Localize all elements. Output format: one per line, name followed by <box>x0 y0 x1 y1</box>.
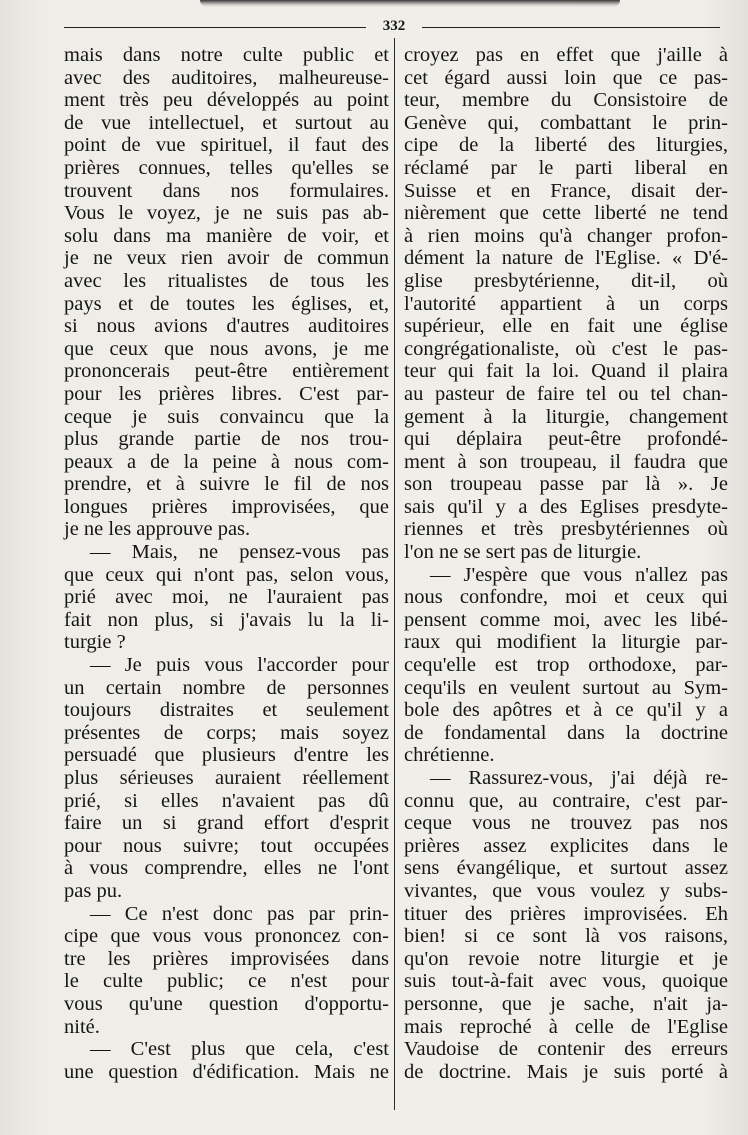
left-column-text-line: prières connues, telles qu'elles se <box>64 156 389 179</box>
right-column-text-line: raux qui modifient la liturgie par- <box>404 631 728 654</box>
right-column-text-line: qui déplaira peut-être profondé- <box>404 428 728 451</box>
left-column-text-line: nité. <box>64 1015 100 1038</box>
right-column-text-line: — Rassurez-vous, j'ai déjà re- <box>430 767 728 789</box>
left-column-text-line: solu dans ma manière de voir, et <box>64 224 389 247</box>
left-column-text-line: pour les prières libres. C'est par- <box>64 382 389 405</box>
right-column-text-line: gement à la liturgie, changement <box>404 405 728 428</box>
right-column-text-line: réclamé par le parti liberal en <box>404 156 728 179</box>
left-column-text-line: fait non plus, si j'avais lu la li- <box>64 608 389 631</box>
left-column-text-line: point de vue spirituel, il faut des <box>64 134 389 157</box>
right-column-text-line: riennes et très presbytériennes où <box>404 518 728 541</box>
right-column-text-line: teur, membre du Consistoire de <box>404 89 728 112</box>
left-column-text-line: avec des auditoires, malheureuse- <box>64 66 389 89</box>
left-column-text-line: — Mais, ne pensez-vous pas <box>90 541 389 564</box>
header-rule-left <box>64 27 366 28</box>
right-column-text-line: Vaudoise de contenir des erreurs <box>404 1038 728 1061</box>
left-column-text-line: Vous le voyez, je ne suis pas ab- <box>64 202 389 225</box>
left-column-text-line: pays et de toutes les églises, et, <box>64 292 389 315</box>
left-column-text-line: prié, si elles n'avaient pas dû <box>64 789 389 812</box>
left-column-text-line: ceque je suis convaincu que la <box>64 405 389 428</box>
right-column-text-line: supérieur, elle en fait une église <box>404 315 728 338</box>
left-column-text-line: un certain nombre de personnes <box>64 676 389 699</box>
right-column-text-line: suis tout-à-fait avec vous, quoique <box>404 970 728 993</box>
scan-smudge <box>200 0 620 7</box>
header-rule-right <box>422 27 720 28</box>
right-column-text-line: vivantes, que vous voulez y subs- <box>404 879 728 902</box>
right-column-text-line: bien! si ce sont là vos raisons, <box>404 925 728 948</box>
left-column-text-line: prié avec moi, ne l'auraient pas <box>64 586 389 609</box>
left-column-text-line: plus sérieuses auraient réellement <box>64 767 389 789</box>
left-column-text-line: peaux a de la peine à nous com- <box>64 450 389 473</box>
right-column-text-line: prières assez explicites dans le <box>404 834 728 857</box>
right-column-text-line: sens évangélique, et surtout assez <box>404 857 728 880</box>
left-column-text-line: le culte public; ce n'est pour <box>64 970 389 993</box>
left-column-text-line: je ne les approuve pas. <box>64 518 251 541</box>
column-divider <box>394 38 395 1110</box>
right-column-text-line: bole des apôtres et à ce qu'il y a <box>404 699 728 722</box>
right-column-text-line: connu que, au contraire, c'est par- <box>404 789 728 812</box>
page-header <box>64 14 720 34</box>
left-column-text-line: plus grande partie de nos trou- <box>64 428 389 451</box>
left-column-text-line: vous qu'une question d'opportu- <box>64 992 389 1015</box>
left-column-text-line: — Ce n'est donc pas par prin- <box>90 902 389 925</box>
left-column-text-line: prononcerais peut-être entièrement <box>64 360 389 383</box>
right-column-text-line: ceque vous ne trouvez pas nos <box>404 812 728 835</box>
left-column-text-line: faire un si grand effort d'esprit <box>64 812 389 835</box>
right-column-text-line: l'autorité appartient à un corps <box>404 292 728 315</box>
right-column-text-line: à rien moins qu'à changer profon- <box>404 224 728 247</box>
right-column-text-line: Suisse et en France, disait der- <box>404 179 728 202</box>
left-column-text-line: toujours distraites et seulement <box>64 699 389 722</box>
left-column-text-line: tre les prières improvisées dans <box>64 947 389 970</box>
right-column-text-line: — J'espère que vous n'allez pas <box>430 563 728 586</box>
right-column-text-line: croyez pas en effet que j'aille à <box>404 44 728 66</box>
right-column-text-line: glise presbytérienne, dit-il, où <box>404 269 728 292</box>
left-column-text-line: que ceux qui n'ont pas, selon vous, <box>64 563 389 586</box>
right-column-text-line: cequ'elle est trop orthodoxe, par- <box>404 654 728 677</box>
left-column-text-line: pour nous suivre; tout occupées <box>64 834 389 857</box>
left-column-text-line: persuadé que plusieurs d'entre les <box>64 744 389 767</box>
right-column-text-line: dément la nature de l'Eglise. « D'é- <box>404 247 728 270</box>
page-number: 332 <box>382 18 406 34</box>
right-column-text-line: cequ'ils en veulent surtout au Sym- <box>404 676 728 699</box>
right-column-text-line: de doctrine. Mais je suis porté à <box>404 1060 728 1083</box>
left-column <box>64 44 389 1083</box>
right-column-text-line: qu'on revoie notre liturgie et je <box>404 947 728 970</box>
right-column-text-line: nièrement que cette liberté ne tend <box>404 202 728 225</box>
right-column-text-line: cipe de la liberté des liturgies, <box>404 134 728 157</box>
right-column <box>404 44 728 1083</box>
right-column-text-line: son troupeau passe par là ». Je <box>404 473 728 496</box>
left-column-text-line: à vous comprendre, elles ne l'ont <box>64 857 389 880</box>
right-column-text-line: personne, que je sache, n'ait ja- <box>404 992 728 1015</box>
right-column-text-line: au pasteur de faire tel ou tel chan- <box>404 382 728 405</box>
right-column-text-line: teur qui fait la loi. Quand il plaira <box>404 360 728 383</box>
left-column-text-line: ment très peu développés au point <box>64 89 389 112</box>
left-column-text-line: — Je puis vous l'accorder pour <box>90 654 389 677</box>
right-column-text-line: chrétienne. <box>404 744 495 767</box>
left-column-text-line: trouvent dans nos formulaires. <box>64 179 389 202</box>
left-column-text-line: si nous avions d'autres auditoires <box>64 315 389 338</box>
left-column-text-line: cipe que vous vous prononcez con- <box>64 925 389 948</box>
left-column-text-line: — C'est plus que cela, c'est <box>90 1038 389 1061</box>
left-column-text-line: présentes de corps; mais soyez <box>64 721 389 744</box>
right-column-text-line: sais qu'il y a des Eglises presdyte- <box>404 495 728 518</box>
right-column-text-line: Genève qui, combattant le prin- <box>404 111 728 134</box>
right-column-text-line: congrégationaliste, où c'est le pas- <box>404 337 728 360</box>
left-column-text-line: pas pu. <box>64 879 123 902</box>
right-column-text-line: tituer des prières improvisées. Eh <box>404 902 728 925</box>
right-column-text-line: de fondamental dans la doctrine <box>404 721 728 744</box>
left-column-text-line: une question d'édification. Mais ne <box>64 1060 389 1083</box>
left-column-text-line: je ne veux rien avoir de commun <box>64 247 389 270</box>
left-column-text-line: que ceux que nous avons, je me <box>64 337 389 360</box>
left-column-text-line: de vue intellectuel, et surtout au <box>64 111 389 134</box>
left-column-text-line: longues prières improvisées, que <box>64 495 389 518</box>
right-column-text-line: pensent comme moi, avec les libé- <box>404 608 728 631</box>
right-column-text-line: cet égard aussi loin que ce pas- <box>404 66 728 89</box>
left-column-text-line: mais dans notre culte public et <box>64 44 389 66</box>
right-column-text-line: mais reproché à celle de l'Eglise <box>404 1015 728 1038</box>
left-column-text-line: prendre, et à suivre le fil de nos <box>64 473 389 496</box>
left-column-text-line: turgie ? <box>64 631 126 654</box>
right-column-text-line: l'on ne se sert pas de liturgie. <box>404 541 642 564</box>
right-column-text-line: nous confondre, moi et ceux qui <box>404 586 728 609</box>
left-column-text-line: avec les ritualistes de tous les <box>64 269 389 292</box>
right-column-text-line: ment à son troupeau, il faudra que <box>404 450 728 473</box>
